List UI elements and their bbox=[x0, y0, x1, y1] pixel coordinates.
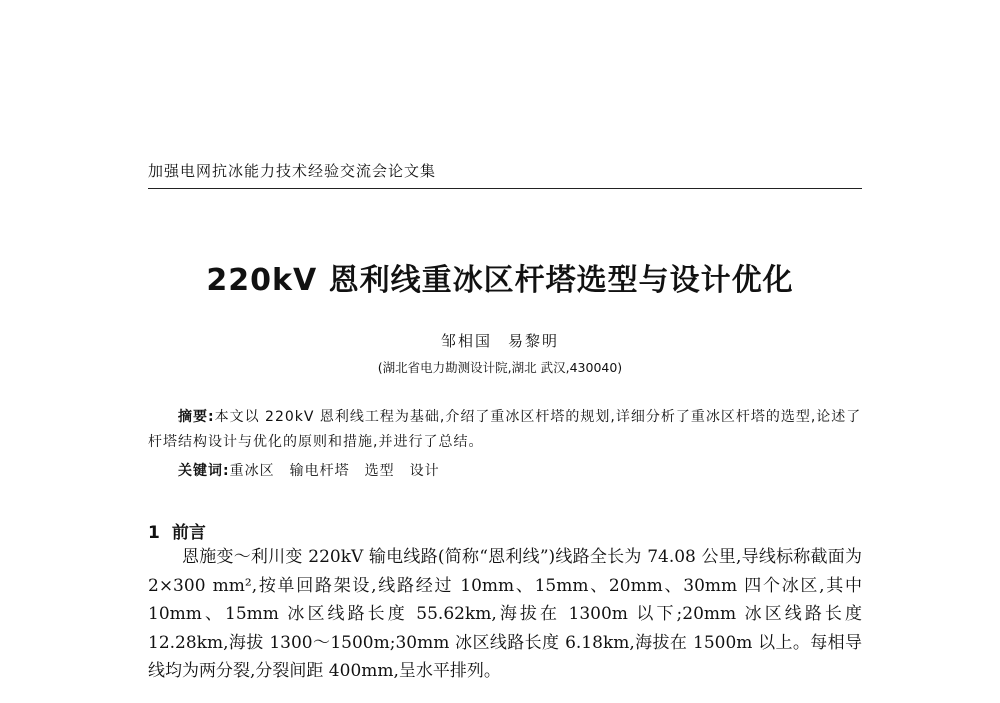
author-list bbox=[0, 330, 1000, 351]
abstract bbox=[148, 405, 862, 455]
abstract-text: 本文以 220kV 恩利线工程为基础,介绍了重冰区杆塔的规划,详细分析了重冰区杆塔的选型,论述了杆塔结构设计与优化的原则和措施,并进行了总结。 bbox=[148, 409, 862, 450]
abstract-label: 摘要: bbox=[178, 409, 215, 425]
keywords-text: 重冰区 输电杆塔 选型 设计 bbox=[229, 463, 440, 479]
affiliation: (湖北省电力勘测设计院,湖北 武汉,430040) bbox=[377, 360, 623, 375]
section-heading bbox=[148, 518, 206, 543]
keywords bbox=[178, 460, 862, 480]
section-title: 前言 bbox=[171, 523, 206, 543]
author-name: 易黎明 bbox=[508, 332, 560, 350]
keywords-label: 关键词: bbox=[178, 463, 230, 479]
running-head: 加强电网抗冰能力技术经验交流会论文集 bbox=[148, 162, 437, 180]
header-rule bbox=[148, 188, 862, 189]
section-number: 1 bbox=[148, 523, 160, 543]
paper-title: 220kV 恩利线重冰区杆塔选型与设计优化 bbox=[206, 263, 794, 298]
author-name: 邹相国 bbox=[440, 332, 492, 350]
body-paragraph: 恩施变～利川变 220kV 输电线路(简称“恩利线”)线路全长为 74.08 公里,导线标称截面为 2×300 mm²,按单回路架设,线路经过 10mm、15mm、20mm、30mm 四个冰区,其中 10mm、15mm 冰区线路长度 55.62km,海拔在 1300m 以下;20mm 冰区线路长度 12.28km,海拔 1300～1500m;30mm 冰区线路长度 6.18km,海拔在 1500m 以上。每相导线均为两分裂,分裂间距 400mm,呈水平排列。 bbox=[148, 547, 862, 681]
